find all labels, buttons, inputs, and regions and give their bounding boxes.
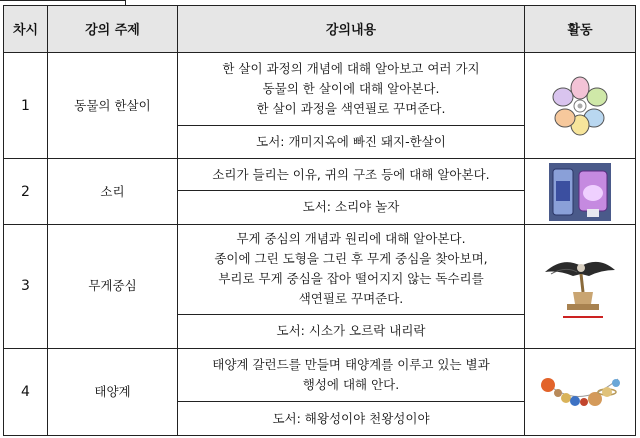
content-line: 태양계 갈런드를 만들며 태양계를 이루고 있는 별과 [212,356,490,372]
session-number: 3 [4,224,48,348]
content-line: 무게 중심의 개념과 원리에 대해 알아본다. [236,231,466,247]
topic-cell: 무게중심 [48,224,178,348]
header-content: 강의내용 [178,6,525,53]
header-topic: 강의 주제 [48,6,178,53]
topic-cell: 동물의 한살이 [48,52,178,159]
lecture-plan-table [3,5,636,436]
balancing-eagle-icon [543,252,617,320]
activity-cell [525,348,636,435]
session-number: 1 [4,52,48,159]
activity-cell [525,159,636,224]
content-line: 소리가 들리는 이유, 귀의 구조 등에 대해 알아본다. [212,166,490,182]
content-line: 동물의 한 살이에 대해 알아본다. [262,80,440,96]
header-activity: 활동 [525,6,636,53]
session-number: 4 [4,348,48,435]
activity-cell [525,52,636,159]
content-line: 한 살이 과정을 색연필로 꾸며준다. [256,100,446,116]
table-row [4,52,636,125]
topic-cell: 소리 [48,159,178,224]
life-cycle-flower-icon [549,75,611,137]
book-cell: 도서: 개미지옥에 빠진 돼지-한살이 [178,125,525,159]
topic-cell: 태양계 [48,348,178,435]
content-line: 행성에 대해 안다. [302,376,400,392]
table-row [4,159,636,191]
content-cell [178,159,525,191]
content-cell [178,224,525,314]
header-row [4,6,636,53]
content-line: 부리로 무게 중심을 잡아 떨어지지 않는 독수리를 [218,271,484,287]
book-cell: 도서: 해왕성이야 천왕성이야 [178,402,525,436]
activity-cell [525,224,636,348]
header-session: 차시 [4,6,48,53]
content-line: 색연필로 꾸며준다. [298,291,404,307]
content-cell [178,52,525,125]
content-line: 한 살이 과정의 개념에 대해 알아보고 여러 가지 [222,60,480,76]
book-cell: 도서: 소리야 놀자 [178,191,525,225]
solar-system-garland-icon [538,367,622,417]
book-cell: 도서: 시소가 오르락 내리락 [178,315,525,349]
table-row [4,348,636,401]
session-number: 2 [4,159,48,224]
sound-cups-icon [549,163,611,221]
table-row [4,224,636,314]
content-line: 종이에 그린 도형을 그린 후 무게 중심을 찾아보며, [214,251,488,267]
content-cell [178,348,525,401]
